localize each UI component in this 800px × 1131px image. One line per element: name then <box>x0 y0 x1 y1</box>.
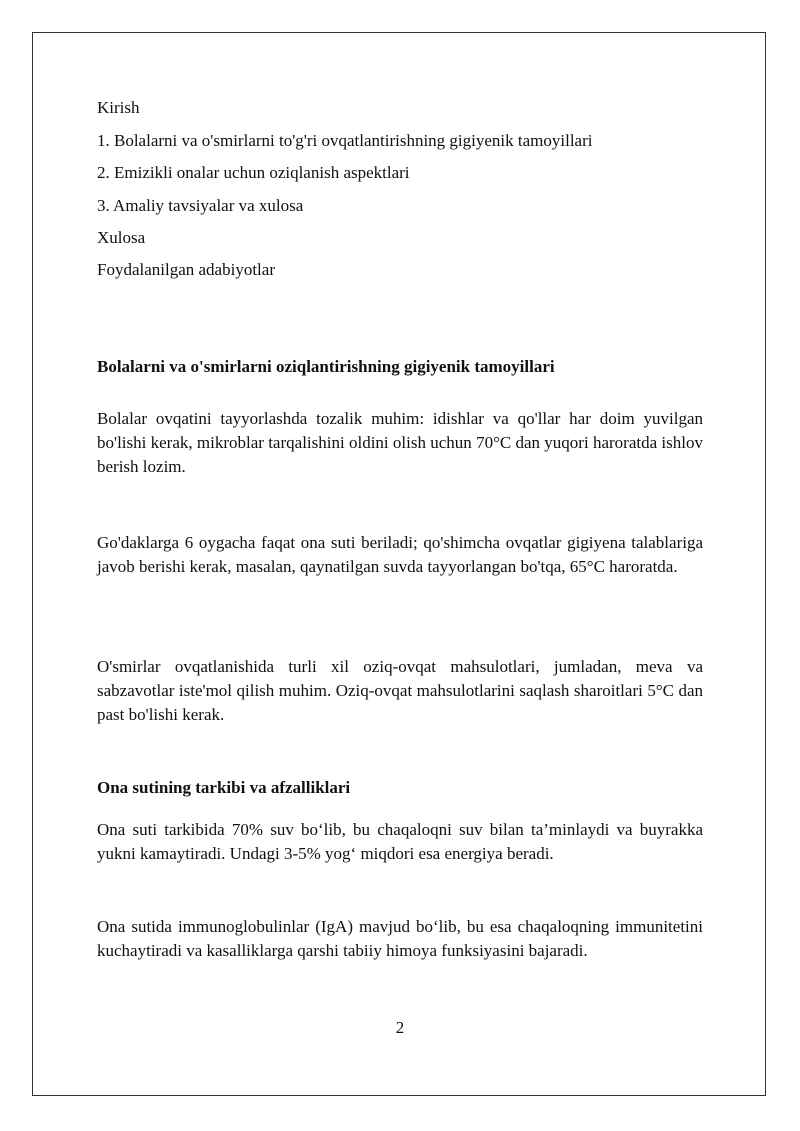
toc-item-1: 1. Bolalarni va o'smirlarni to'g'ri ovqatlantirishning gigiyenik tamoyillari <box>97 131 593 150</box>
page-number: 2 <box>395 1018 405 1037</box>
section-heading-breast-milk: Ona sutining tarkibi va afzalliklari <box>97 778 351 797</box>
toc-item-3: 3. Amaliy tavsiyalar va xulosa <box>97 196 304 215</box>
toc-item-2: 2. Emizikli onalar uchun oziqlanish aspektlari <box>97 163 410 182</box>
toc-item-introduction: Kirish <box>97 98 140 117</box>
paragraph: O'smirlar ovqatlanishida turli xil oziq-ovqat mahsulotlari, jumladan, meva va sabzavotlar iste'mol qilish muhim. Oziq-ovqat mahsulotlarini saqlash sharoitlari 5°C dan past bo'lishi kerak. <box>97 657 703 724</box>
paragraph: Bolalar ovqatini tayyorlashda tozalik muhim: idishlar va qo'llar har doim yuvilgan bo'lishi kerak, mikroblar tarqalishini oldini olish uchun 70°C dan yuqori haroratda ishlov berish lozim. <box>97 409 703 476</box>
paragraph: Ona suti tarkibida 70% suv bo‘lib, bu chaqaloqni suv bilan ta’minlaydi va buyrakka yukni kamaytiradi. Undagi 3-5% yog‘ miqdori esa energiya beradi. <box>97 820 703 863</box>
toc-item-references: Foydalanilgan adabiyotlar <box>97 260 275 279</box>
paragraph: Go'daklarga 6 oygacha faqat ona suti beriladi; qo'shimcha ovqatlar gigiyena talablariga javob berishi kerak, masalan, qaynatilgan suvda tayyorlangan bo'tqa, 65°C haroratda. <box>97 533 703 576</box>
section-heading-hygiene: Bolalarni va o'smirlarni oziqlantirishning gigiyenik tamoyillari <box>97 357 555 376</box>
paragraph: Ona sutida immunoglobulinlar (IgA) mavjud bo‘lib, bu esa chaqaloqning immunitetini kuchaytiradi va kasalliklarga qarshi tabiiy himoya funksiyasini bajaradi. <box>97 917 703 960</box>
toc-item-conclusion: Xulosa <box>97 228 146 247</box>
